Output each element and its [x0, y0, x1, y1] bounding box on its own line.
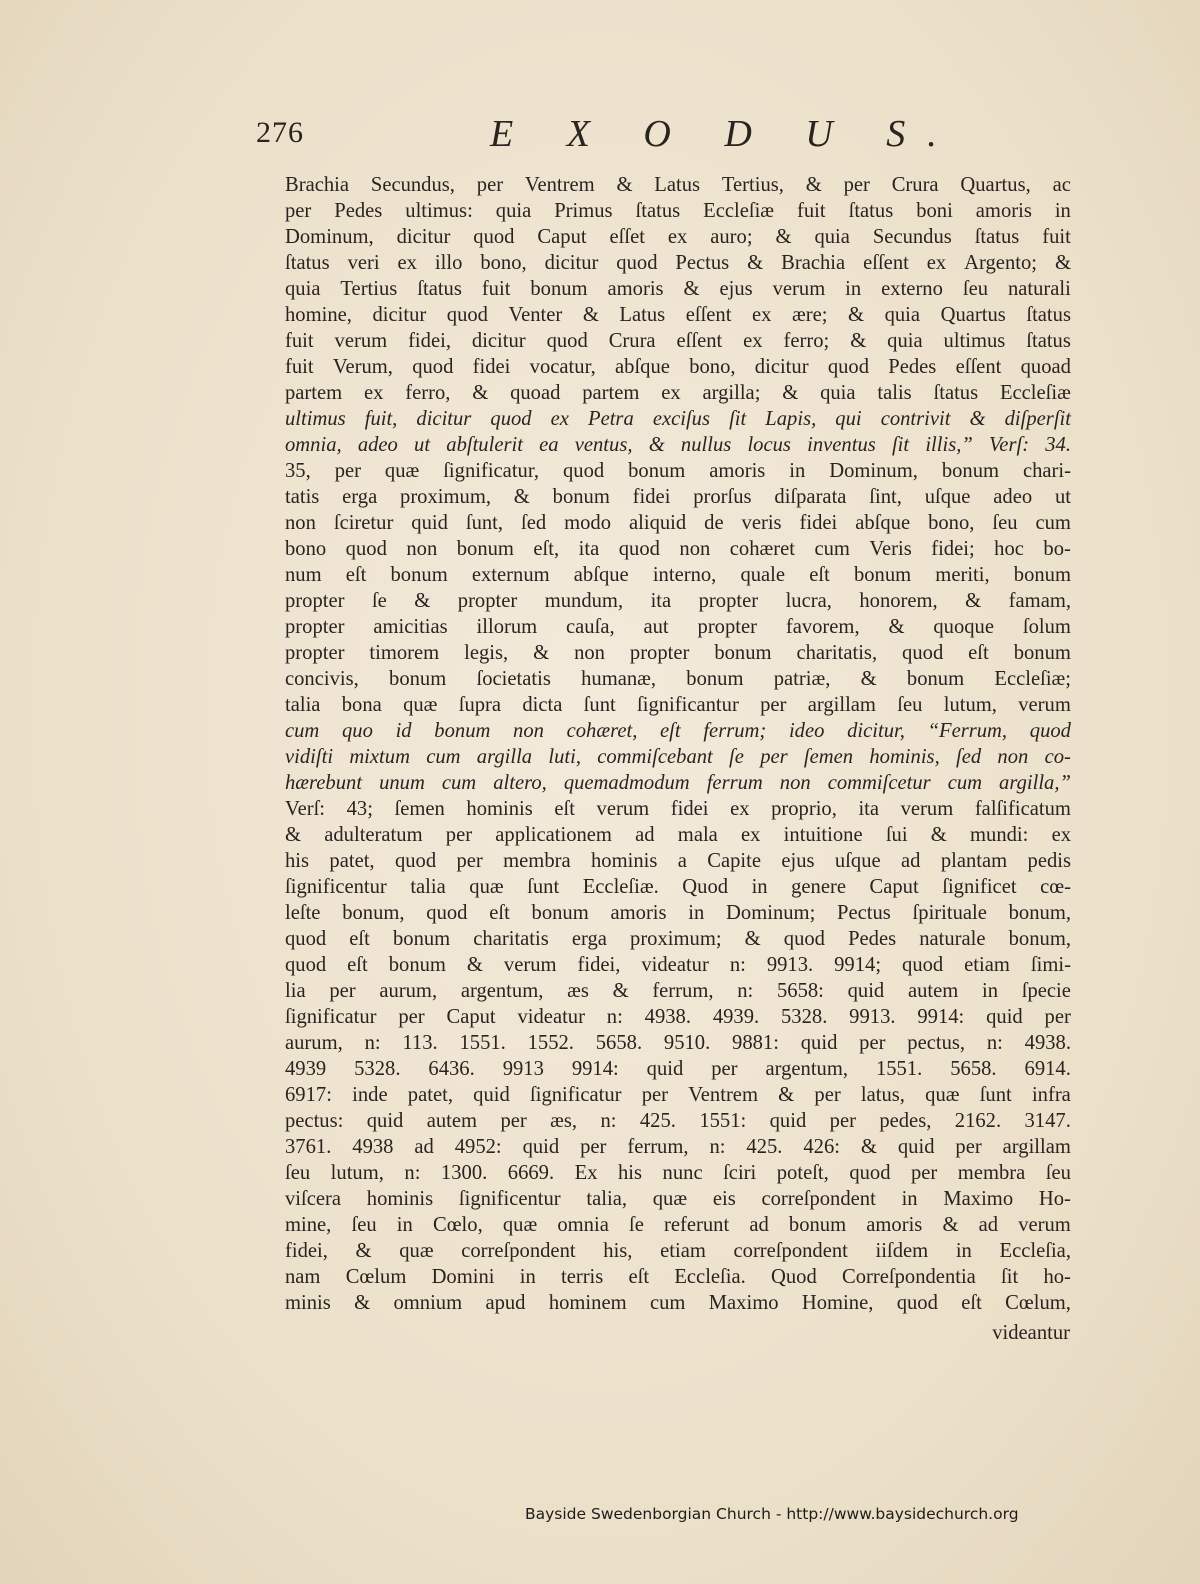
text-line: 3761. 4938 ad 4952: quid per ferrum, n: 425. 426: & quid per argillam [285, 1136, 1071, 1158]
text-line: viſcera hominis ſignificentur talia, quæ eis correſpondent in Maximo Ho- [285, 1188, 1071, 1210]
page-number: 276 [256, 116, 304, 149]
text-line: 35, per quæ ſignificatur, quod bonum amoris in Dominum, bonum chari- [285, 460, 1071, 482]
text-line: num eſt bonum externum abſque interno, quale eſt bonum meriti, bonum [285, 564, 1071, 586]
text-line: ſignificatur per Caput videatur n: 4938. 4939. 5328. 9913. 9914: quid per [285, 1006, 1071, 1028]
text-line: partem ex ferro, & quoad partem ex argilla; & quia talis ſtatus Eccleſiæ [285, 382, 1071, 404]
text-line: quia Tertius ſtatus fuit bonum amoris & ejus verum in externo ſeu naturali [285, 278, 1071, 300]
text-line: mine, ſeu in Cœlo, quæ omnia ſe referunt ad bonum amoris & ad verum [285, 1214, 1071, 1236]
text-line: Verſ: 43; ſemen hominis eſt verum fidei ex proprio, ita verum falſificatum [285, 798, 1071, 820]
text-line: Brachia Secundus, per Ventrem & Latus Tertius, & per Crura Quartus, ac [285, 174, 1071, 196]
text-line: talia bona quæ ſupra dicta ſunt ſignificantur per argillam ſeu lutum, verum [285, 694, 1071, 716]
text-line: tatis erga proximum, & bonum fidei prorſus diſparata ſint, uſque adeo ut [285, 486, 1071, 508]
text-line: minis & omnium apud hominem cum Maximo Homine, quod eſt Cœlum, [285, 1292, 1071, 1314]
text-line: leſte bonum, quod eſt bonum amoris in Dominum; Pectus ſpirituale bonum, [285, 902, 1071, 924]
text-line: fuit verum fidei, dicitur quod Crura eſſent ex ferro; & quia ultimus ſtatus [285, 330, 1071, 352]
text-line: his patet, quod per membra hominis a Capite ejus uſque ad plantam pedis [285, 850, 1071, 872]
catchword: videantur [992, 1322, 1070, 1344]
footer-credit: Bayside Swedenborgian Church - http://www.baysidechurch.org [525, 1505, 1019, 1523]
text-line: fidei, & quæ correſpondent his, etiam correſpondent iiſdem in Eccleſia, [285, 1240, 1071, 1262]
running-title: E X O D U S. [490, 113, 959, 155]
text-line: lia per aurum, argentum, æs & ferrum, n: 5658: quid autem in ſpecie [285, 980, 1071, 1002]
text-line: quod eſt bonum & verum fidei, videatur n: 9913. 9914; quod etiam ſimi- [285, 954, 1071, 976]
page-header [250, 112, 1080, 162]
text-line: ſeu lutum, n: 1300. 6669. Ex his nunc ſciri poteſt, quod per membra ſeu [285, 1162, 1071, 1184]
text-line: 6917: inde patet, quid ſignificatur per Ventrem & per latus, quæ ſunt infra [285, 1084, 1071, 1106]
text-line: aurum, n: 113. 1551. 1552. 5658. 9510. 9881: quid per pectus, n: 4938. [285, 1032, 1071, 1054]
text-line: omnia, adeo ut abſtulerit ea ventus, & nullus locus inventus ſit illis,” Verſ: 34. [285, 434, 1071, 456]
text-line: ſtatus veri ex illo bono, dicitur quod Pectus & Brachia eſſent ex Argento; & [285, 252, 1071, 274]
text-line: homine, dicitur quod Venter & Latus eſſent ex ære; & quia Quartus ſtatus [285, 304, 1071, 326]
text-line: vidiſti mixtum cum argilla luti, commiſcebant ſe per ſemen hominis, ſed non co- [285, 746, 1071, 768]
text-line: quod eſt bonum charitatis erga proximum; & quod Pedes naturale bonum, [285, 928, 1071, 950]
text-line: propter amicitias illorum cauſa, aut propter favorem, & quoque ſolum [285, 616, 1071, 638]
text-line: fuit Verum, quod fidei vocatur, abſque bono, dicitur quod Pedes eſſent quoad [285, 356, 1071, 378]
text-line: ultimus fuit, dicitur quod ex Petra exciſus ſit Lapis, qui contrivit & diſperſit [285, 408, 1071, 430]
text-line: bono quod non bonum eſt, ita quod non cohæret cum Veris fidei; hoc bo- [285, 538, 1071, 560]
text-line: non ſciretur quid ſunt, ſed modo aliquid de veris fidei abſque bono, ſeu cum [285, 512, 1071, 534]
text-line: 4939 5328. 6436. 9913 9914: quid per argentum, 1551. 5658. 6914. [285, 1058, 1071, 1080]
text-line: propter timorem legis, & non propter bonum charitatis, quod eſt bonum [285, 642, 1071, 664]
text-line: per Pedes ultimus: quia Primus ſtatus Eccleſiæ fuit ſtatus boni amoris in [285, 200, 1071, 222]
text-line: cum quo id bonum non cohæret, eſt ferrum; ideo dicitur, “Ferrum, quod [285, 720, 1071, 742]
text-line: pectus: quid autem per æs, n: 425. 1551: quid per pedes, 2162. 3147. [285, 1110, 1071, 1132]
body-text [285, 172, 1071, 1316]
text-line: & adulteratum per applicationem ad mala ex intuitione ſui & mundi: ex [285, 824, 1071, 846]
text-line: ſignificentur talia quæ ſunt Eccleſiæ. Quod in genere Caput ſignificet cœ- [285, 876, 1071, 898]
text-line: Dominum, dicitur quod Caput eſſet ex auro; & quia Secundus ſtatus fuit [285, 226, 1071, 248]
text-line: nam Cœlum Domini in terris eſt Eccleſia. Quod Correſpondentia ſit ho- [285, 1266, 1071, 1288]
text-line: propter ſe & propter mundum, ita propter lucra, honorem, & famam, [285, 590, 1071, 612]
text-line: hærebunt unum cum altero, quemadmodum ferrum non commiſcetur cum argilla,” [285, 772, 1071, 794]
text-line: concivis, bonum ſocietatis humanæ, bonum patriæ, & bonum Eccleſiæ; [285, 668, 1071, 690]
